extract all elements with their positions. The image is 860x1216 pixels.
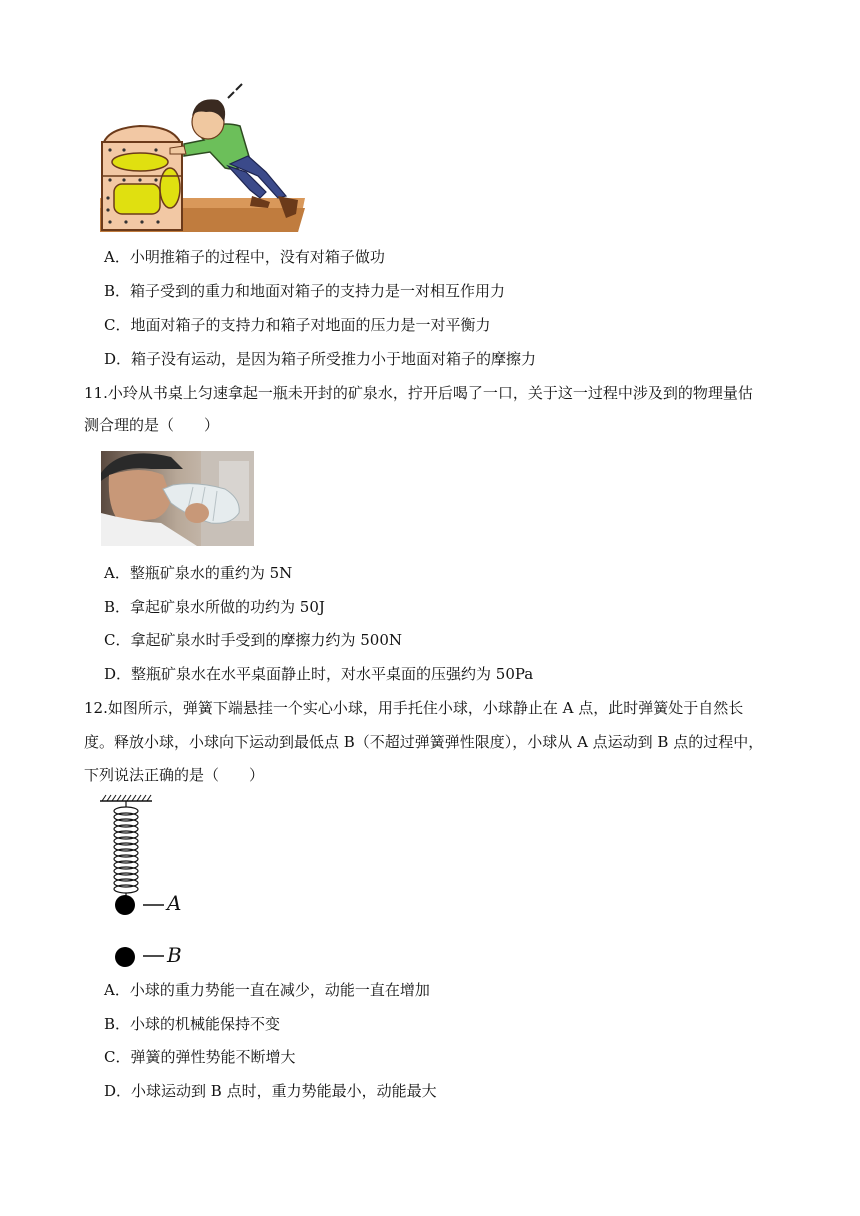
q11-stem-line1: 11.小玲从书桌上匀速拿起一瓶未开封的矿泉水，拧开后喝了一口，关于这一过程中涉及到的物理量估: [84, 384, 753, 402]
spring-ball-figure: [98, 793, 198, 973]
q10-option-c: C．地面对箱子的支持力和箱子对地面的压力是一对平衡力: [104, 316, 491, 334]
q11-stem-line2: 测合理的是（ ）: [84, 416, 220, 434]
q12-stem-line2: 度。释放小球，小球向下运动到最低点 B（不超过弹簧弹性限度），小球从 A 点运动到 B 点的过程中，: [84, 733, 764, 751]
label-b: B: [167, 943, 182, 967]
q10-option-b: B．箱子受到的重力和地面对箱子的支持力是一对相互作用力: [104, 282, 506, 300]
q12-option-a: A．小球的重力势能一直在减少，动能一直在增加: [104, 981, 430, 999]
q11-option-d: D．整瓶矿泉水在水平桌面静止时，对水平桌面的压强约为 50Pa: [104, 665, 534, 683]
q11-option-c: C．拿起矿泉水时手受到的摩擦力约为 500N: [104, 631, 403, 649]
q11-option-b: B．拿起矿泉水所做的功约为 50J: [104, 598, 325, 616]
q12-option-b: B．小球的机械能保持不变: [104, 1015, 281, 1033]
drinking-water-photo: [101, 451, 254, 546]
q12-stem-line3: 下列说法正确的是（ ）: [84, 766, 265, 784]
pushing-box-figure: [100, 80, 305, 238]
q12-option-d: D．小球运动到 B 点时，重力势能最小，动能最大: [104, 1082, 437, 1100]
q10-option-d: D．箱子没有运动，是因为箱子所受推力小于地面对箱子的摩擦力: [104, 350, 537, 368]
q11-option-a: A．整瓶矿泉水的重约为 5N: [104, 564, 293, 582]
q10-option-a: A．小明推箱子的过程中，没有对箱子做功: [104, 248, 385, 266]
label-a: A: [167, 891, 182, 915]
q12-option-c: C．弹簧的弹性势能不断增大: [104, 1048, 296, 1066]
q12-stem-line1: 12.如图所示，弹簧下端悬挂一个实心小球，用手托住小球，小球静止在 A 点，此时弹簧处于自然长: [84, 699, 744, 717]
